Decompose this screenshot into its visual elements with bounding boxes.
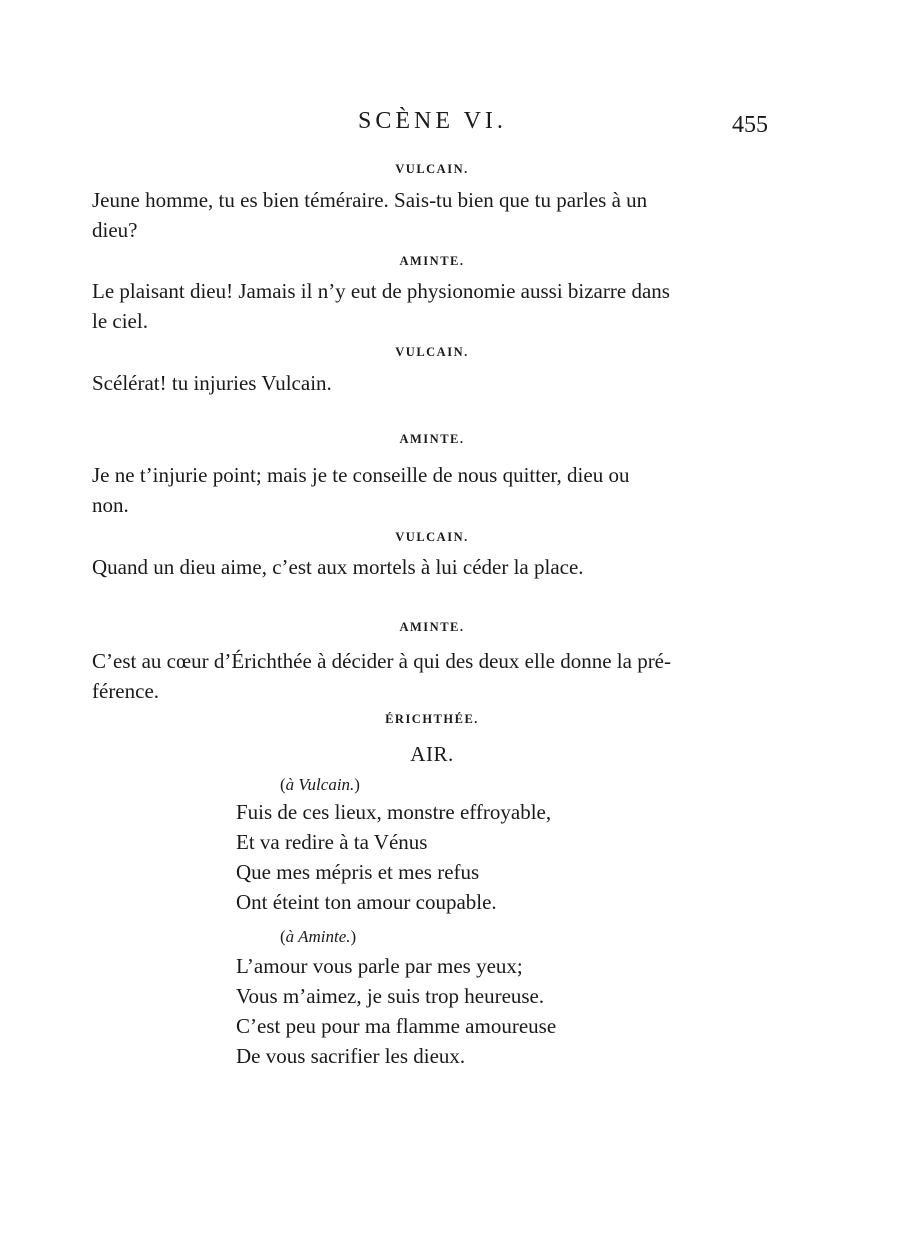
running-title: SCÈNE VI. — [358, 108, 507, 134]
speaker-name: AMINTE. — [399, 432, 465, 446]
speaker-name: VULCAIN. — [395, 530, 469, 544]
verse-line: Vous m’aimez, je suis trop heureuse. — [236, 984, 545, 1008]
paren-open: ( — [280, 775, 286, 794]
verse-line: C’est peu pour ma flamme amoureuse — [236, 1014, 557, 1038]
verse-stanza — [236, 951, 556, 1071]
speaker-name: AMINTE. — [399, 254, 465, 268]
verse-line: Fuis de ces lieux, monstre effroyable, — [236, 800, 552, 824]
speech-line: le ciel. — [92, 309, 148, 333]
verse-line: L’amour vous parle par mes yeux; — [236, 954, 523, 978]
verse-line: Que mes mépris et mes refus — [236, 860, 480, 884]
speaker-name: VULCAIN. — [395, 162, 469, 176]
verse-line: Ont éteint ton amour coupable. — [236, 890, 497, 914]
direction-text: à Vulcain. — [285, 775, 355, 794]
stage-direction — [280, 775, 360, 795]
stage-direction — [280, 927, 356, 947]
speech — [92, 368, 772, 398]
speaker-name: VULCAIN. — [395, 345, 469, 359]
speech-line: dieu? — [92, 218, 138, 242]
paren-open: ( — [280, 927, 286, 946]
speech — [92, 646, 772, 706]
speech-line: Scélérat! tu injuries Vulcain. — [92, 371, 332, 395]
page-number: 455 — [732, 112, 768, 138]
verse-stanza — [236, 797, 551, 917]
speech-line: C’est au cœur d’Érichthée à décider à qui des deux elle donne la pré- — [92, 649, 671, 673]
speech — [92, 276, 772, 336]
paren-close: ) — [350, 927, 357, 946]
paren-close: ) — [354, 775, 360, 794]
speech-line: férence. — [92, 679, 160, 703]
speech — [92, 552, 772, 582]
speech-line: non. — [92, 493, 129, 517]
air-label: AIR. — [410, 742, 454, 766]
speech-line: Je ne t’injurie point; mais je te conseille de nous quitter, dieu ou — [92, 463, 630, 487]
speech — [92, 185, 772, 245]
speech — [92, 460, 772, 520]
speaker-name: AMINTE. — [399, 620, 465, 634]
direction-text: à Aminte. — [285, 927, 351, 946]
speech-line: Le plaisant dieu! Jamais il n’y eut de physionomie aussi bizarre dans — [92, 279, 670, 303]
verse-line: De vous sacrifier les dieux. — [236, 1044, 466, 1068]
page-header — [0, 108, 900, 142]
speech-line: Quand un dieu aime, c’est aux mortels à lui céder la place. — [92, 555, 584, 579]
speech-line: Jeune homme, tu es bien téméraire. Sais-tu bien que tu parles à un — [92, 188, 648, 212]
speaker-name: ÉRICHTHÉE. — [385, 712, 479, 726]
verse-line: Et va redire à ta Vénus — [236, 830, 428, 854]
